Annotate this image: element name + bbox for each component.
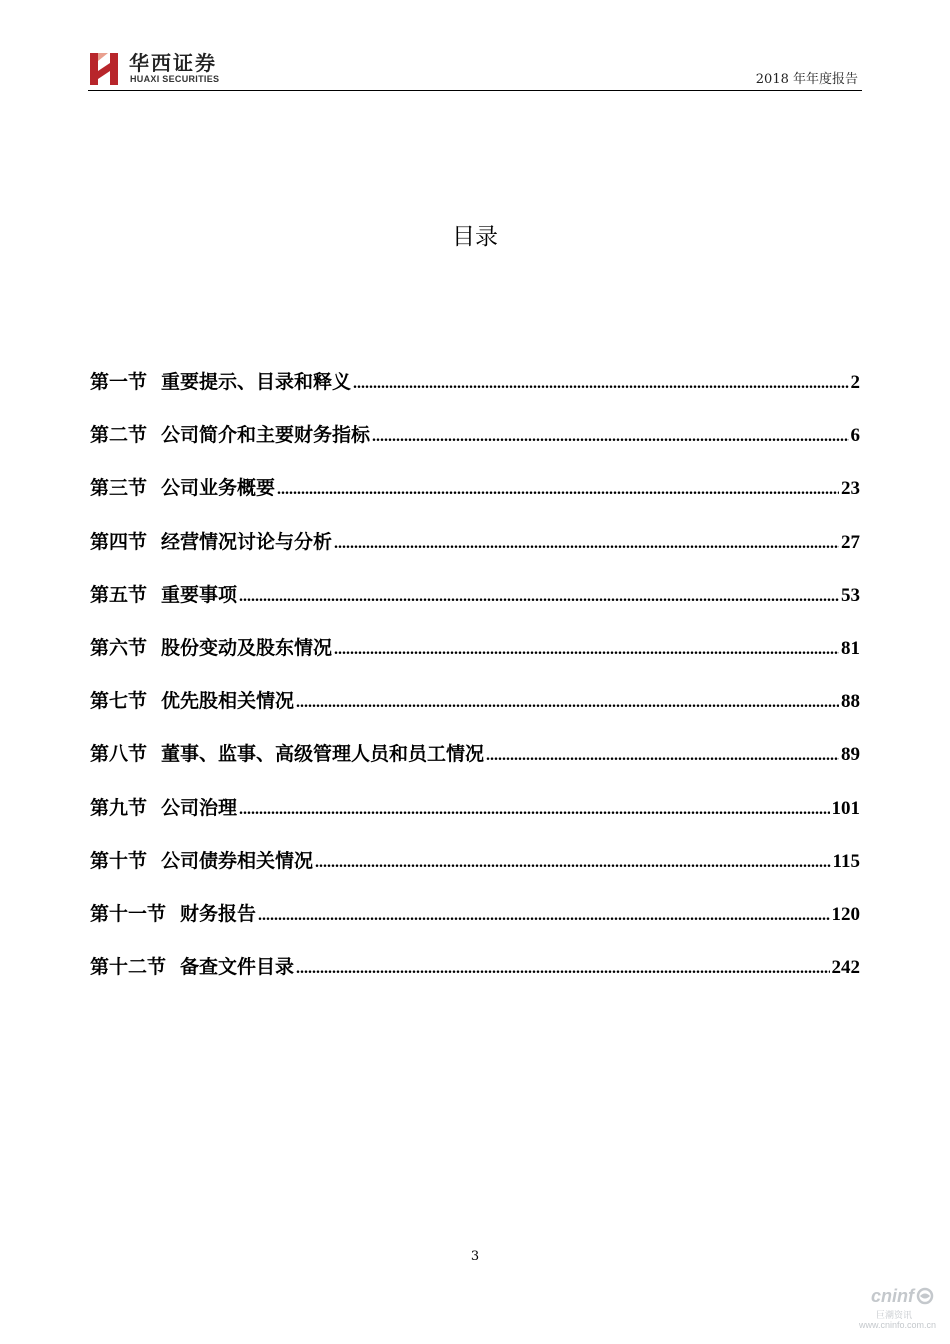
dot-leader <box>334 641 839 659</box>
toc-entry-8[interactable] <box>90 739 860 792</box>
page-number: 3 <box>470 1249 480 1264</box>
toc-entry-1[interactable] <box>90 367 860 420</box>
dot-leader <box>315 854 831 872</box>
toc-page: 81 <box>841 637 860 659</box>
toc-page: 101 <box>831 797 860 819</box>
toc-page: 88 <box>841 691 860 713</box>
toc-title: 股份变动及股东情况 <box>161 636 333 659</box>
toc-page: 115 <box>832 850 860 872</box>
toc-title: 公司简介和主要财务指标 <box>161 424 371 447</box>
dot-leader <box>239 588 839 606</box>
watermark-url: www.cninfo.com.cn <box>858 1320 936 1330</box>
toc-entry-12[interactable] <box>90 952 860 1005</box>
toc-entry-11[interactable] <box>90 899 860 952</box>
toc-section: 第三节 <box>90 477 148 500</box>
dot-leader <box>277 481 839 499</box>
toc-title: 优先股相关情况 <box>161 690 295 713</box>
toc-page: 53 <box>841 584 860 606</box>
toc-title: 重要提示、目录和释义 <box>161 371 352 393</box>
watermark-brand: cninf <box>871 1286 914 1306</box>
dot-leader <box>486 747 839 765</box>
toc-section: 第五节 <box>90 583 148 606</box>
page-title: 目录 <box>452 224 498 250</box>
dot-leader <box>258 907 829 925</box>
toc-title: 经营情况讨论与分析 <box>161 530 333 553</box>
page-header <box>88 44 862 91</box>
toc-title: 备查文件目录 <box>180 956 295 979</box>
toc-section: 第十节 <box>90 849 148 872</box>
toc-title: 公司债券相关情况 <box>161 849 314 872</box>
toc-entry-2[interactable] <box>90 420 860 473</box>
dot-leader <box>334 535 839 553</box>
dot-leader <box>296 694 839 712</box>
toc-section: 第十一节 <box>90 902 167 925</box>
toc-page: 27 <box>841 531 860 553</box>
toc-section: 第四节 <box>90 530 148 553</box>
toc-page: 23 <box>841 478 860 500</box>
report-title: 2018 年年度报告 <box>755 72 858 87</box>
dot-leader <box>239 801 829 819</box>
toc-page: 89 <box>841 744 860 766</box>
toc-section: 第八节 <box>90 743 148 766</box>
toc-section: 第九节 <box>90 796 148 819</box>
toc-page: 120 <box>831 903 860 925</box>
toc-section: 第二节 <box>90 424 148 447</box>
toc-page: 2 <box>850 372 860 393</box>
toc-section: 第七节 <box>90 690 148 713</box>
watermark-cn: 巨潮资讯 <box>875 1311 912 1321</box>
cninfo-watermark <box>852 1284 936 1334</box>
toc-title: 公司治理 <box>161 796 238 819</box>
toc-title: 财务报告 <box>180 902 257 925</box>
toc-page: 6 <box>850 425 860 447</box>
dot-leader <box>353 375 848 393</box>
cninfo-logo-icon <box>916 1287 934 1305</box>
toc-section: 第十二节 <box>90 956 167 979</box>
dot-leader <box>296 960 829 978</box>
toc-section: 第六节 <box>90 636 148 659</box>
toc-entry-6[interactable] <box>90 633 860 686</box>
toc-entry-5[interactable] <box>90 580 860 633</box>
company-name-en: HUAXI SECURITIES <box>130 74 220 84</box>
toc-entry-9[interactable] <box>90 793 860 846</box>
company-name-cn: 华西证券 <box>129 51 217 75</box>
dot-leader <box>372 428 848 446</box>
toc-section: 第一节 <box>90 371 148 393</box>
toc-title: 重要事项 <box>161 583 238 606</box>
huaxi-logo-icon <box>88 49 122 87</box>
table-of-contents <box>90 367 860 1005</box>
toc-entry-4[interactable] <box>90 527 860 580</box>
toc-entry-7[interactable] <box>90 686 860 739</box>
toc-page: 242 <box>831 957 860 979</box>
toc-title: 董事、监事、高级管理人员和员工情况 <box>161 743 485 766</box>
toc-entry-3[interactable] <box>90 473 860 526</box>
toc-title: 公司业务概要 <box>161 477 276 500</box>
toc-entry-10[interactable] <box>90 846 860 899</box>
